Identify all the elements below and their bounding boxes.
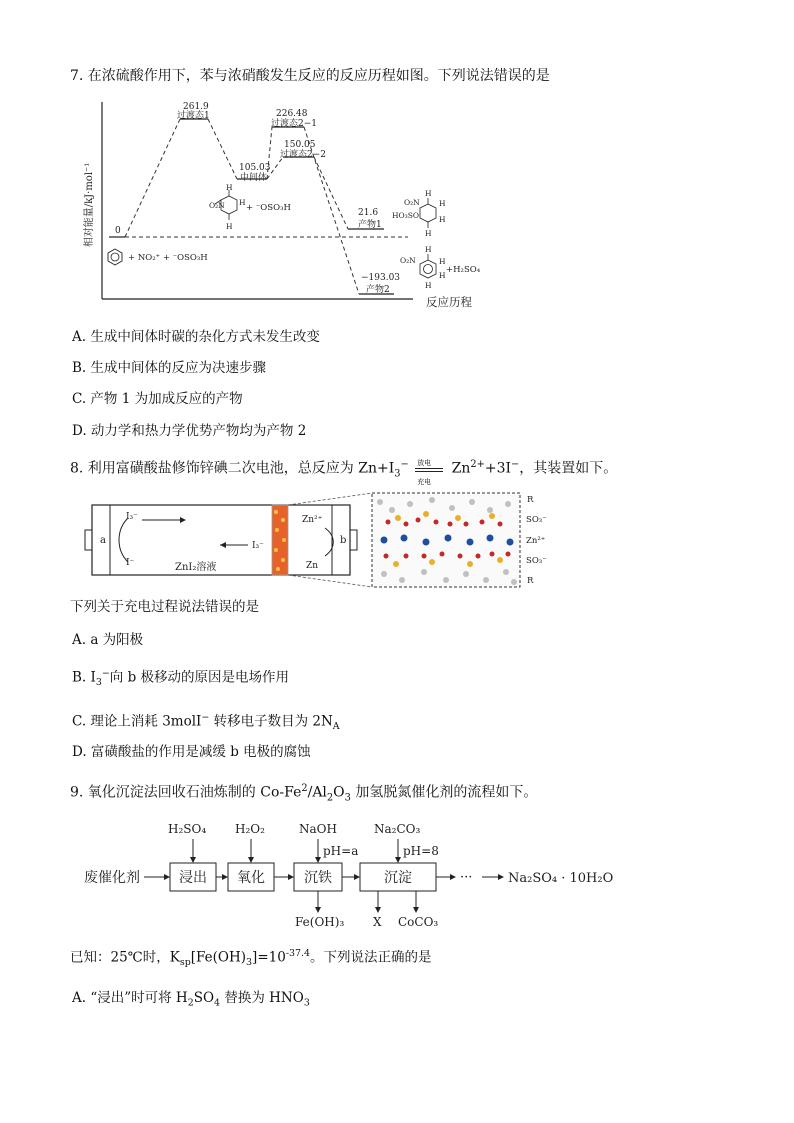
output-x: X <box>373 915 382 929</box>
p1-name: 产物1 <box>358 220 382 230</box>
reagent-h2so4: H₂SO₄ <box>168 822 207 836</box>
q8-option-b-post: 向 b 极移动的原因是电场作用 <box>109 669 290 686</box>
box-iron-label: 沉铁 <box>304 870 332 886</box>
p1-ho3so: HO₃SO <box>392 211 419 220</box>
q8-eq-left-sub: 3 <box>394 468 401 480</box>
reagent-ph-8: pH=8 <box>403 844 439 858</box>
q8-eq-tail-sup: − <box>511 459 520 470</box>
q9-known-pre: 已知：25℃时，K <box>70 949 180 966</box>
flow-end: Na₂SO₄ · 10H₂O <box>508 871 614 886</box>
q9-stem-mid: /Al <box>307 784 327 801</box>
q9-stem <box>70 779 537 808</box>
q8-lead: 下列关于充电过程说法错误的是 <box>70 599 259 615</box>
q9-known-sup: -37.4 <box>285 948 311 959</box>
flow-dots: ··· <box>460 870 473 885</box>
ts1-name: 过渡态1 <box>177 111 210 121</box>
q7-option-c: C. 产物 1 为加成反应的产物 <box>72 391 243 407</box>
reactant-text: + NO₂⁺ + ⁻OSO₃H <box>128 253 208 263</box>
electrode-a: a <box>100 535 106 546</box>
reagent-naoh: NaOH <box>299 822 337 836</box>
p1-no2: O₂N <box>404 198 420 207</box>
q8-option-b-ion: I <box>90 669 96 686</box>
p2-h3: H <box>439 271 446 280</box>
q8-option-b-sub: 3 <box>95 677 102 689</box>
q8-option-c-sup: − <box>201 712 210 723</box>
q8-eq-right-tail: +3I <box>484 460 512 477</box>
q8-eq-right: Zn <box>451 460 471 477</box>
p1-h3: H <box>439 215 446 224</box>
q8-eq-top: 放电 <box>417 458 432 467</box>
q7-option-b: B. 生成中间体的反应为决速步骤 <box>72 360 267 376</box>
p1-h2: H <box>439 199 446 208</box>
ts1-value: 261.9 <box>183 102 209 112</box>
p2-h4: H <box>425 281 432 290</box>
zn-label: Zn <box>306 561 319 571</box>
int-h2: H <box>226 222 233 231</box>
int-value: 105.03 <box>239 163 271 173</box>
q8-option-c-pre: C. 理论上消耗 3molI <box>72 713 202 730</box>
reagent-na2co3: Na₂CO₃ <box>374 822 421 836</box>
p1-value: 21.6 <box>358 208 379 218</box>
q9-stem-sub1: 2 <box>326 792 334 804</box>
q7-option-d: D. 动力学和热力学优势产物均为产物 2 <box>72 423 307 439</box>
p2-value: −193.03 <box>361 273 401 283</box>
q9-option-a-s2: 4 <box>214 997 221 1009</box>
q8-stem-pre: 8. 利用富磺酸盐修饰锌碘二次电池，总反应为 <box>70 460 354 477</box>
q8-option-c-sub: A <box>332 721 340 733</box>
int-name: 中间体 <box>240 173 268 183</box>
q9-known-mid: [Fe(OH) <box>190 949 247 966</box>
ts22-name: 过渡态2−2 <box>280 150 326 160</box>
q8-option-b-sup: − <box>101 668 110 679</box>
q7-energy-diagram <box>78 100 498 315</box>
reagent-h2o2: H₂O₂ <box>235 822 265 836</box>
q9-stem-pre: 9. 氧化沉淀法回收石油炼制的 Co-Fe <box>70 784 302 801</box>
left-cycle-arrow <box>119 518 128 562</box>
product1-structure-icon <box>420 198 436 228</box>
q7-option-a: A. 生成中间体时碳的杂化方式未发生改变 <box>72 329 320 345</box>
q9-stem-o: O <box>333 784 345 801</box>
reagent-ph-a: pH=a <box>323 844 359 858</box>
int-text: + ⁻OSO₃H <box>246 203 291 213</box>
legend-r-bottom: R <box>527 576 534 586</box>
solution-label: ZnI₂溶液 <box>175 562 217 573</box>
q8-option-d: D. 富磺酸盐的作用是减缓 b 电极的腐蚀 <box>72 744 311 760</box>
output-coco3: CoCO₃ <box>398 915 439 929</box>
q8-option-a: A. a 为阳极 <box>72 632 144 648</box>
i-minus-label: I⁻ <box>126 558 135 568</box>
p1-h1: H <box>425 189 432 198</box>
q9-stem-post: 加氢脱氮催化剂的流程如下。 <box>350 784 538 801</box>
q9-option-a <box>72 988 310 1014</box>
y-axis-label: 相对能量/kJ·mol⁻¹ <box>84 162 95 248</box>
q9-known-post: ]=10 <box>252 949 286 966</box>
x-axis-label: 反应历程 <box>426 295 472 309</box>
legend-so3-top: SO₃⁻ <box>526 515 547 525</box>
q9-flowchart <box>80 815 625 930</box>
ts22-value: 150.05 <box>284 140 316 150</box>
i3-mid-label: I₃⁻ <box>252 541 264 551</box>
q9-known-tail: 。下列说法正确的是 <box>310 949 432 966</box>
int-no2: O₂N <box>209 201 225 210</box>
q9-option-a-s1: 2 <box>187 997 194 1009</box>
q8-eq-left-sup: − <box>400 459 409 470</box>
q8-eq-right-sup: 2+ <box>470 459 485 470</box>
zero-label: 0 <box>115 226 121 236</box>
q8-option-c <box>72 708 340 737</box>
q9-known-sub: sp <box>179 957 191 969</box>
p2-h2: H <box>439 257 446 266</box>
zn2-label: Zn²⁺ <box>302 515 323 525</box>
output-feoh3: Fe(OH)₃ <box>295 915 345 929</box>
q9-stem-sup: 2 <box>301 783 308 794</box>
int-h1: H <box>226 183 233 192</box>
q8-option-b <box>72 664 289 693</box>
flow-start: 废催化剂 <box>84 870 140 886</box>
q9-option-a-pre: A. “浸出”时可将 H <box>72 990 188 1006</box>
legend-zn2: Zn²⁺ <box>526 536 546 546</box>
q8-eq-bottom: 充电 <box>417 477 432 486</box>
q9-known <box>70 944 432 973</box>
electrode-b: b <box>340 535 347 546</box>
q9-option-a-mid2: 替换为 HNO <box>220 990 304 1006</box>
p2-text: +H₂SO₄ <box>446 265 481 275</box>
benzene-icon <box>108 249 122 265</box>
product2-structure-icon <box>420 254 436 278</box>
q7-stem: 7. 在浓硫酸作用下，苯与浓硝酸发生反应的反应历程如图。下列说法错误的是 <box>70 68 550 84</box>
q9-stem-sub2: 3 <box>344 792 351 804</box>
legend-so3-bottom: SO₃⁻ <box>526 556 547 566</box>
ts21-value: 226.48 <box>276 109 308 119</box>
q9-option-a-mid: SO <box>193 990 215 1006</box>
q8-eq-arrow <box>413 458 447 486</box>
q8-stem-post: ，其装置如下。 <box>519 460 618 477</box>
q8-eq-left: Zn+I <box>358 460 395 477</box>
box-leach-label: 浸出 <box>179 870 207 886</box>
ts21-name: 过渡态2−1 <box>271 119 317 129</box>
q9-known-sub2: 3 <box>246 957 253 969</box>
int-h3: H <box>239 198 246 207</box>
i3-top-label: I₃⁻ <box>126 512 138 522</box>
q9-option-a-s3: 3 <box>303 997 310 1009</box>
p2-no2: O₂N <box>400 256 416 265</box>
q8-option-b-pre: B. <box>72 669 91 686</box>
box-precipitate-label: 沉淀 <box>384 870 412 886</box>
legend-r-top: R <box>527 495 534 505</box>
q8-option-c-mid: 转移电子数目为 2N <box>209 713 333 730</box>
p2-h1: H <box>425 245 432 254</box>
box-oxidize-label: 氧化 <box>237 870 265 886</box>
p1-h4: H <box>425 229 432 238</box>
p2-name: 产物2 <box>366 285 390 295</box>
q8-battery-diagram <box>80 490 555 590</box>
q8-stem <box>70 455 617 484</box>
